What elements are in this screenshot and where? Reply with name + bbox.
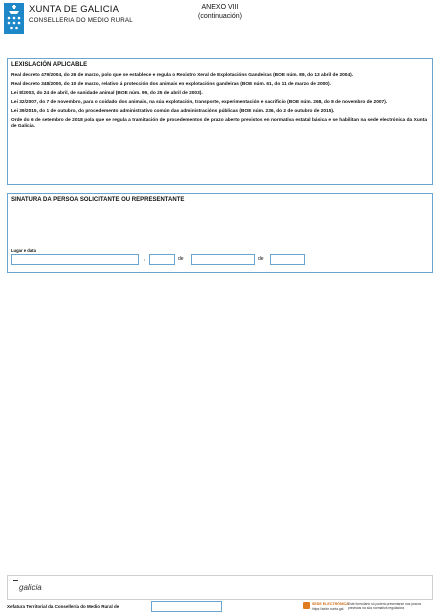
comma-separator: , bbox=[144, 256, 146, 262]
dept-name: CONSELLERIA DO MEDIO RURAL bbox=[29, 17, 133, 24]
office-input[interactable] bbox=[151, 601, 222, 612]
place-input[interactable] bbox=[11, 254, 139, 265]
law-item: Orde do 6 de setembro de 2018 pola que se regula a tramitación de procedementos de prazo aberto previstos en normativa estatal básica e se habilitan na sede electrónica da Xunta de Galicia. bbox=[11, 118, 427, 129]
sede-electronica[interactable] bbox=[303, 602, 435, 614]
footer-logo-box bbox=[7, 575, 433, 600]
galicia-logo-text: galicia bbox=[19, 583, 42, 592]
day-input[interactable] bbox=[149, 254, 175, 265]
law-item: Real decreto 348/2000, do 10 de marzo, relativo á protección dos animais en explotacións gandeiras (BOE núm. 61, do 11 de marzo de 2000). bbox=[11, 82, 331, 87]
annex-number: ANEXO VIII bbox=[201, 4, 239, 11]
galicia-mark-icon bbox=[13, 580, 18, 584]
xunta-shield-logo bbox=[4, 3, 24, 34]
annex-title bbox=[190, 3, 250, 21]
law-item: Real decreto 479/2004, do 26 de marzo, polo que se establece e regula o Rexistro Xeral de Explotacións Gandeiras (BOE núm. 89, do 13 abril de 2004). bbox=[11, 73, 354, 78]
place-date-label: Lugar e data bbox=[11, 248, 36, 253]
month-input[interactable] bbox=[191, 254, 255, 265]
legislation-section bbox=[7, 58, 433, 185]
sede-note: Este formulario só poderá presentarse nos prazos previstos na súa normativa reguladora bbox=[348, 602, 422, 610]
galicia-logo bbox=[13, 580, 42, 592]
office-label: Xefatura Territorial da Consellería do Medio Rural de bbox=[7, 604, 120, 609]
law-item: Lei 32/2007, do 7 de novembro, para o coidado dos animais, na súa explotación, transporte, experimentación e sacrificio (BOE núm. 268, do 8 de novembro de 2007). bbox=[11, 100, 388, 105]
de-separator-1: de bbox=[178, 256, 184, 262]
de-separator-2: de bbox=[258, 256, 264, 262]
shield-icon bbox=[4, 3, 24, 34]
signature-title: SINATURA DA PERSOA SOLICITANTE OU REPRESENTANTE bbox=[11, 197, 185, 203]
law-list bbox=[11, 73, 427, 133]
signature-section bbox=[7, 193, 433, 273]
annex-continuation: (continuación) bbox=[198, 13, 242, 20]
law-item: Lei 8/2003, do 24 de abril, de sanidade animal (BOE núm. 99, do 25 de abril de 2003). bbox=[11, 91, 203, 96]
sede-title: SEDE ELECTRÓNICA bbox=[312, 602, 349, 606]
org-name: XUNTA DE GALICIA bbox=[29, 4, 120, 15]
sede-url[interactable]: https://sede.xunta.gal bbox=[312, 607, 344, 611]
sede-icon bbox=[303, 602, 310, 609]
legislation-title: LEXISLACIÓN APLICABLE bbox=[11, 62, 88, 68]
law-item: Lei 39/2015, do 1 de outubro, do procedemento administrativo común das administracións públicas (BOE núm. 236, do 2 de outubro de 2015). bbox=[11, 109, 335, 114]
year-input[interactable] bbox=[270, 254, 305, 265]
